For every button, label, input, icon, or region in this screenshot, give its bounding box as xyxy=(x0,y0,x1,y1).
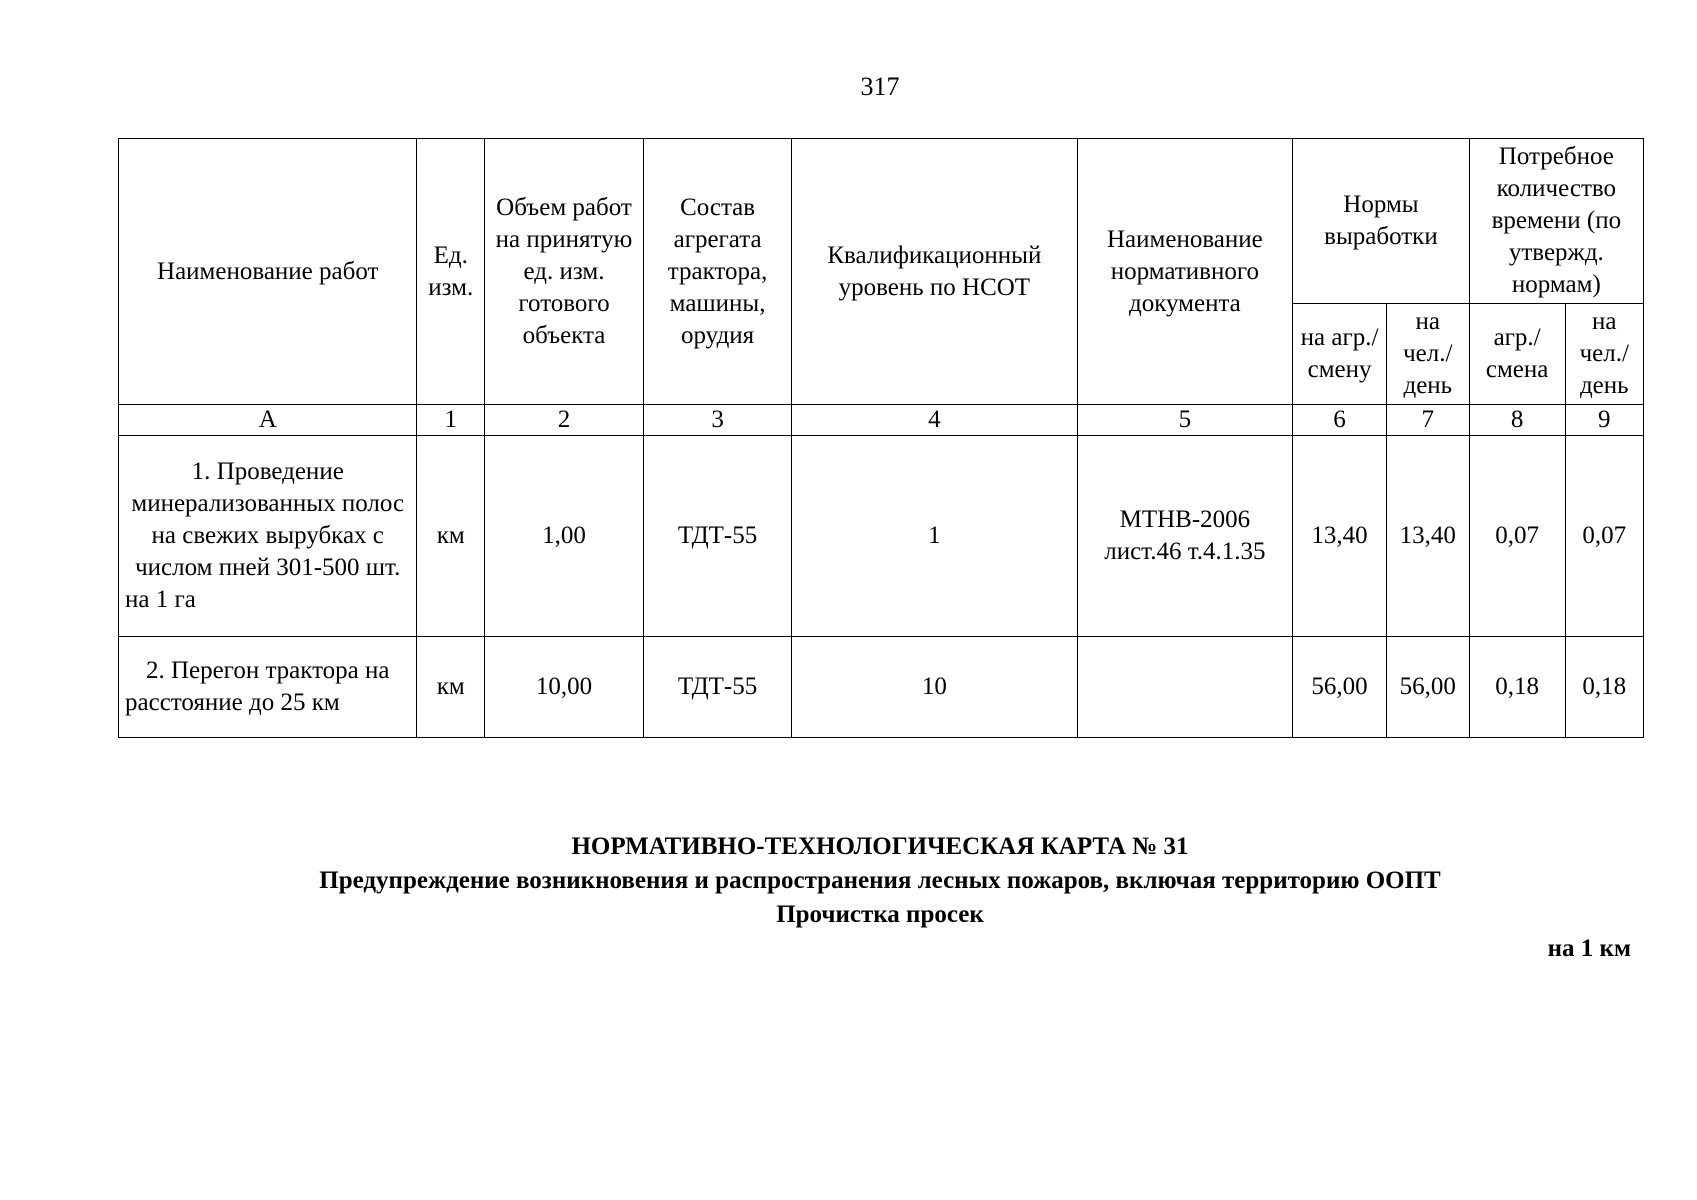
column-index: А xyxy=(119,405,417,436)
table-row xyxy=(119,637,1644,738)
output-agg-cell: 13,40 xyxy=(1293,436,1387,637)
header-unit: Ед. изм. xyxy=(417,139,485,405)
time-man-cell: 0,07 xyxy=(1565,436,1643,637)
column-index: 1 xyxy=(417,405,485,436)
document-cell: МТНВ-2006 лист.46 т.4.1.35 xyxy=(1077,436,1293,637)
map-subtitle: Предупреждение возникновения и распространения лесных пожаров, включая территорию ООПТ xyxy=(319,867,1441,894)
time-man-cell: 0,18 xyxy=(1565,637,1643,738)
header-time-needed: Потребное количество времени (по утвержд. нормам) xyxy=(1469,139,1643,304)
header-time-per-agg: агр./ смена xyxy=(1469,304,1565,405)
map-title: НОРМАТИВНО-ТЕХНОЛОГИЧЕСКАЯ КАРТА № 31 xyxy=(571,833,1189,860)
norms-table xyxy=(118,138,1644,738)
time-agg-cell: 0,18 xyxy=(1469,637,1565,738)
column-index: 8 xyxy=(1469,405,1565,436)
header-output-norms: Нормы выработки xyxy=(1293,139,1469,304)
column-index: 7 xyxy=(1386,405,1469,436)
header-qualification: Квалификационный уровень по НСОТ xyxy=(792,139,1077,405)
unit-cell: км xyxy=(417,436,485,637)
map-title-block xyxy=(0,830,1697,932)
aggregate-cell: ТДТ-55 xyxy=(644,436,792,637)
header-time-per-man: на чел./ день xyxy=(1565,304,1643,405)
column-index: 6 xyxy=(1293,405,1387,436)
column-index: 9 xyxy=(1565,405,1643,436)
header-row-1 xyxy=(119,139,1644,304)
aggregate-cell: ТДТ-55 xyxy=(644,637,792,738)
column-index-row xyxy=(119,405,1644,436)
header-volume: Объем работ на принятую ед. изм. готового объекта xyxy=(484,139,643,405)
header-work-name: Наименование работ xyxy=(119,139,417,405)
unit-cell: км xyxy=(417,637,485,738)
output-agg-cell: 56,00 xyxy=(1293,637,1387,738)
work-name-cell: 2. Перегон трактора на расстояние до 25 км xyxy=(119,637,417,738)
table-row xyxy=(119,436,1644,637)
column-index: 2 xyxy=(484,405,643,436)
work-name-cell: 1. Проведение минерализованных полос на свежих вырубках с числом пней 301-500 шт. на 1 га xyxy=(119,436,417,637)
document-cell xyxy=(1077,637,1293,738)
header-aggregate: Состав агрегата трактора, машины, орудия xyxy=(644,139,792,405)
page-number: 317 xyxy=(860,72,900,101)
qualification-cell: 1 xyxy=(792,436,1077,637)
volume-cell: 1,00 xyxy=(484,436,643,637)
unit-note: на 1 км xyxy=(1547,935,1631,962)
time-agg-cell: 0,07 xyxy=(1469,436,1565,637)
header-document: Наименование нормативного документа xyxy=(1077,139,1293,405)
column-index: 3 xyxy=(644,405,792,436)
column-index: 5 xyxy=(1077,405,1293,436)
header-output-per-man: на чел./ день xyxy=(1386,304,1469,405)
volume-cell: 10,00 xyxy=(484,637,643,738)
qualification-cell: 10 xyxy=(792,637,1077,738)
map-work-type: Прочистка просек xyxy=(776,901,984,928)
column-index: 4 xyxy=(792,405,1077,436)
header-output-per-agg: на агр./ смену xyxy=(1293,304,1387,405)
output-man-cell: 56,00 xyxy=(1386,637,1469,738)
output-man-cell: 13,40 xyxy=(1386,436,1469,637)
